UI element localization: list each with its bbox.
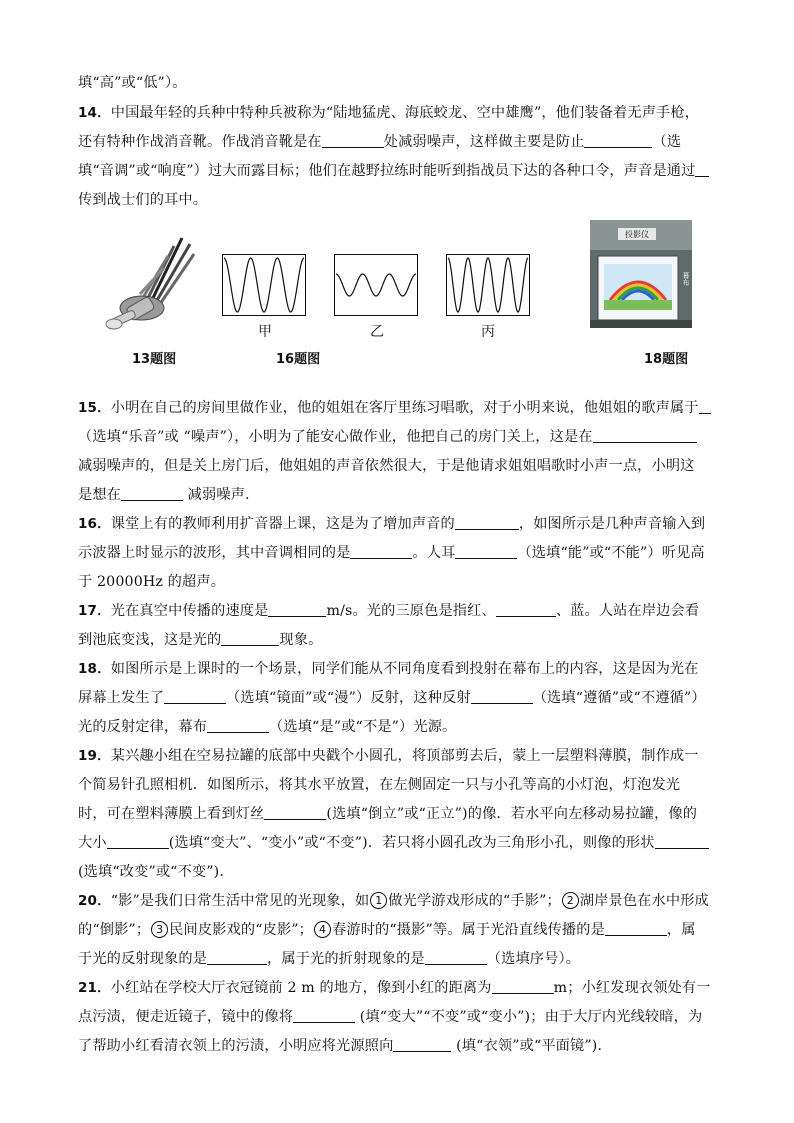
circled-number: 1 xyxy=(370,892,387,909)
circled-number: 2 xyxy=(562,892,579,909)
q20-line-1: 20．“影”是我们日常生活中常见的光现象，如 1 做光学游戏形成的“手影”； 2 湖岸景色在水中形成 xyxy=(78,893,709,909)
answer-blank[interactable] xyxy=(293,1007,355,1023)
answer-blank[interactable] xyxy=(350,543,412,559)
q16-line-3: 于 20000Hz 的超声。 xyxy=(78,574,226,590)
q15-line-4: 是想在 减弱噪声. xyxy=(78,487,250,503)
q21-line-2: 点污渍，便走近镜子，镜中的像将 (填“变大”“不变”或“变小”)；由于大厅内光线较暗，为 xyxy=(78,1009,703,1025)
answer-blank[interactable] xyxy=(207,717,269,733)
answer-blank[interactable] xyxy=(121,485,183,501)
q19-line-4: 大小 (选填“变大”、“变小”或“不变”)．若只将小圆孔改为三角形小孔，则像的形状 xyxy=(78,833,709,853)
waveform-label-jia: 甲 xyxy=(258,324,272,340)
q19-line-2: 个简易针孔照相机．如图所示，将其水平放置，在左侧固定一只与小孔等高的小灯泡，灯泡发光 xyxy=(78,777,681,793)
answer-blank[interactable] xyxy=(492,978,554,994)
q16-line-1: 16．课堂上有的教师利用扩音器上课，这是为了增加声音的 ，如图所示是几种声音输入到 xyxy=(78,516,706,532)
q19-line-3: 时，可在塑料薄膜上看到灯丝 (选填“倒立”或“正立”)的像．若水平向左移动易拉罐，像的 xyxy=(78,806,698,822)
waveform-label-yi: 乙 xyxy=(370,324,384,340)
q19-line-1: 19．某兴趣小组在空易拉罐的底部中央戳个小圆孔，将顶部剪去后，蒙上一层塑料薄膜，制作成一 xyxy=(78,748,699,764)
answer-blank[interactable] xyxy=(268,601,326,617)
q19-line-5: (选填“改变”或“不变”)． xyxy=(78,864,234,880)
waveform-jia xyxy=(222,254,306,316)
waveform-label-bing: 丙 xyxy=(481,324,495,340)
answer-blank[interactable] xyxy=(699,398,711,414)
q14-line-3: 填“音调”或“响度”）过大而露目标；他们在越野拉练时能听到指战员下达的各种口令，声音是通过 xyxy=(78,161,709,181)
q15-line-3: 减弱噪声的，但是关上房门后，他姐姐的声音依然很大，于是他请求姐姐唱歌时小声一点，小明这 xyxy=(78,458,695,474)
circled-number: 4 xyxy=(314,921,331,938)
answer-blank[interactable] xyxy=(655,833,709,849)
answer-blank[interactable] xyxy=(221,630,279,646)
q17-line-2: 到池底变浅，这是光的 现象。 xyxy=(78,632,323,648)
q16-line-2: 示波器上时显示的波形，其中音调相同的是 。人耳 （选填“能”或“不能”）听见高 xyxy=(78,545,705,561)
figure-13-caption: 13题图 xyxy=(132,352,177,367)
circled-number: 3 xyxy=(151,921,168,938)
projector-label: 投影仪 xyxy=(625,230,649,239)
answer-blank[interactable] xyxy=(455,543,517,559)
q20-line-3: 于光的反射现象的是 ，属于光的折射现象的是 （选填序号）。 xyxy=(78,951,581,967)
q14-line-1: 14．中国最年轻的兵种中特种兵被称为“陆地猛虎、海底蛟龙、空中雄鹰”，他们装备着无声手枪， xyxy=(78,105,700,121)
waveform-bing xyxy=(446,254,530,316)
q17-line-1: 17．光在真空中传播的速度是 m/s。光的三原色是指红、 、蓝。人站在岸边会看 xyxy=(78,603,700,619)
answer-blank[interactable] xyxy=(593,427,697,443)
q21-line-1: 21．小红站在学校大厅衣冠镜前 2 m 的地方，像到小红的距离为 m；小红发现衣领处有一 xyxy=(78,980,711,996)
q18-line-3: 光的反射定律，幕布 （选填“是”或“不是”）光源。 xyxy=(78,719,457,735)
q18-line-2: 屏幕上发生了 （选填“镜面”或“漫”）反射，这种反射 （选填“遵循”或“不遵循”） xyxy=(78,690,706,706)
answer-blank[interactable] xyxy=(425,949,487,965)
q20-line-2: 的“倒影”； 3 民间皮影戏的“皮影”； 4 春游时的“摄影”等。属于光沿直线传播的是 ，属 xyxy=(78,922,696,938)
answer-blank[interactable] xyxy=(471,688,533,704)
classroom-projector-photo xyxy=(590,220,692,328)
q14-line-4: 传到战士们的耳中。 xyxy=(78,192,208,208)
q15-line-1: 15．小明在自己的房间里做作业，他的姐姐在客厅里练习唱歌，对于小明来说，他姐姐的歌声属于 xyxy=(78,398,711,418)
sheng-instrument-image xyxy=(100,232,200,342)
answer-blank[interactable] xyxy=(455,514,519,530)
q18-line-1: 18．如图所示是上课时的一个场景，同学们能从不同角度看到投射在幕布上的内容，这是因为光在 xyxy=(78,661,699,677)
answer-blank[interactable] xyxy=(264,804,326,820)
q13-tail-line: 填“高”或“低”）。 xyxy=(78,75,187,91)
answer-blank[interactable] xyxy=(207,949,267,965)
answer-blank[interactable] xyxy=(164,688,226,704)
answer-blank[interactable] xyxy=(393,1036,451,1052)
answer-blank[interactable] xyxy=(322,132,384,148)
waveform-yi xyxy=(334,254,418,316)
q14-line-2: 还有特种作战消音靴。作战消音靴是在 处减弱噪声，这样做主要是防止 （选 xyxy=(78,134,682,150)
answer-blank[interactable] xyxy=(107,833,169,849)
screen-label: 幕布 xyxy=(682,272,690,286)
answer-blank[interactable] xyxy=(605,920,667,936)
answer-blank[interactable] xyxy=(695,161,709,177)
figure-16-caption: 16题图 xyxy=(276,352,321,367)
answer-blank[interactable] xyxy=(496,601,556,617)
answer-blank[interactable] xyxy=(584,132,652,148)
q21-line-3: 了帮助小红看清衣领上的污渍，小明应将光源照向 (填“衣领”或“平面镜”)． xyxy=(78,1038,612,1054)
q15-line-2: （选填“乐音”或 “噪声”），小明为了能安心做作业，他把自己的房门关上，这是在 xyxy=(78,427,697,447)
figure-18-caption: 18题图 xyxy=(644,352,689,367)
